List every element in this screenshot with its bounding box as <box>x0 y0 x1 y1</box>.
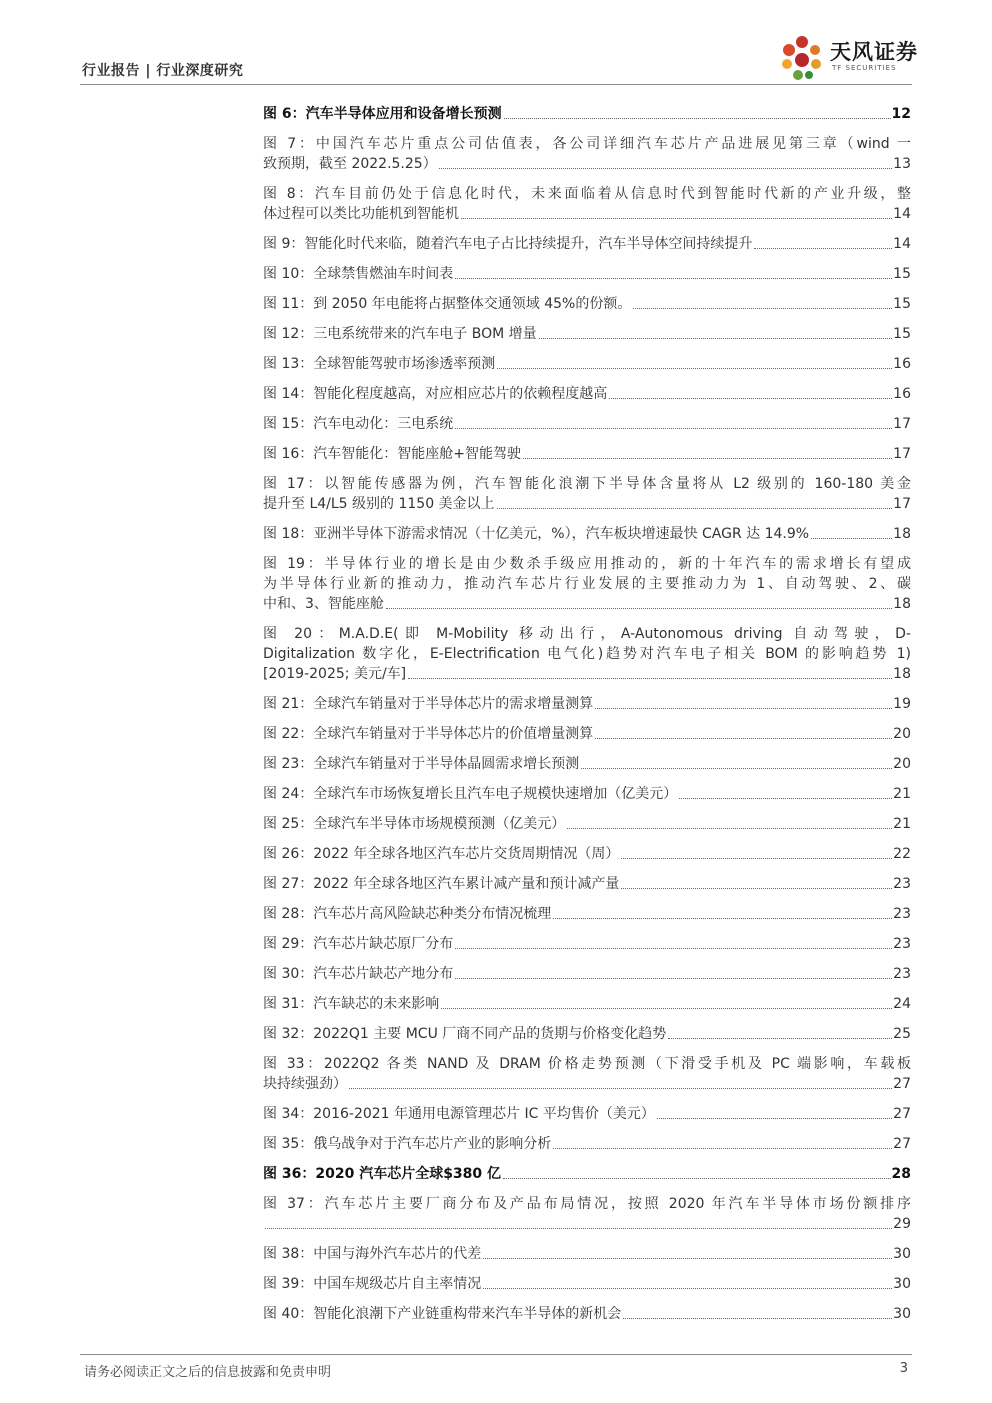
toc-entry-title: 图 35：俄乌战争对于汽车芯片产业的影响分析 <box>263 1136 552 1152</box>
toc-entry-title: 图 25：全球汽车半导体市场规模预测（亿美元） <box>263 816 566 832</box>
toc-entry[interactable] <box>263 934 911 954</box>
dot-leader <box>439 168 892 169</box>
toc-entry[interactable] <box>263 444 911 464</box>
page-number: 3 <box>899 1361 908 1376</box>
toc-entry-title: 图 26：2022 年全球各地区汽车芯片交货周期情况（周） <box>263 846 620 862</box>
toc-entry[interactable] <box>263 994 911 1014</box>
toc-entry[interactable] <box>263 1194 911 1234</box>
toc-entry-title: 图 11：到 2050 年电能将占据整体交通领域 45%的份额。 <box>263 296 632 312</box>
toc-page-number: 16 <box>893 356 911 372</box>
toc-page-number: 17 <box>893 416 911 432</box>
toc-entry-title: 图 13：全球智能驾驶市场渗透率预测 <box>263 356 496 372</box>
toc-page-number: 13 <box>893 156 911 172</box>
dot-leader <box>553 1148 892 1149</box>
dot-leader <box>539 338 893 339</box>
toc-page-number: 27 <box>893 1106 911 1122</box>
dot-leader <box>581 768 892 769</box>
toc-entry[interactable] <box>263 1274 911 1294</box>
dot-leader <box>483 1288 892 1289</box>
toc-entry-title: 图 29：汽车芯片缺芯原厂分布 <box>263 936 454 952</box>
toc-entry[interactable] <box>263 1054 911 1094</box>
toc-page-number: 21 <box>893 786 911 802</box>
dot-leader <box>386 608 892 609</box>
toc-entry[interactable] <box>263 964 911 984</box>
toc-page-number: 18 <box>893 666 911 682</box>
toc-page-number: 25 <box>893 1026 911 1042</box>
toc-entry-title: 块持续强劲） <box>263 1076 347 1092</box>
toc-entry-text-line: 为半导体行业新的推动力，推动汽车芯片行业发展的主要推动力为 1、自动驾驶、2、碳 <box>263 576 911 592</box>
toc-entry[interactable] <box>263 904 911 924</box>
dot-leader <box>455 948 892 949</box>
toc-entry[interactable] <box>263 554 911 614</box>
toc-page-number: 15 <box>893 326 911 342</box>
toc-page-number: 30 <box>893 1306 911 1322</box>
toc-entry-title: 图 14：智能化程度越高，对应相应芯片的依赖程度越高 <box>263 386 608 402</box>
dot-leader <box>567 828 892 829</box>
toc-entry-title: 图 27：2022 年全球各地区汽车累计减产量和预计减产量 <box>263 876 620 892</box>
toc-page-number: 18 <box>893 596 911 612</box>
dot-leader <box>621 888 892 889</box>
header-divider <box>80 84 912 85</box>
toc-entry[interactable] <box>263 874 911 894</box>
dot-leader <box>679 798 892 799</box>
flower-logo-icon <box>776 30 828 82</box>
toc-entry[interactable] <box>263 354 911 374</box>
report-category: 行业报告 | 行业深度研究 <box>82 63 244 79</box>
dot-leader <box>265 1228 892 1229</box>
toc-entry[interactable] <box>263 234 911 254</box>
toc-page-number: 14 <box>893 206 911 222</box>
dot-leader <box>595 708 892 709</box>
footer-divider <box>80 1354 912 1355</box>
toc-page-number: 20 <box>893 726 911 742</box>
toc-entry[interactable] <box>263 1164 911 1184</box>
toc-entry-text-line: Digitalization 数字化，E-Electrification 电气化)趋势对汽车电子相关 BOM 的影响趋势 1) <box>263 646 911 662</box>
dot-leader <box>609 398 892 399</box>
dot-leader <box>503 1178 890 1179</box>
toc-entry-text-line: 图 20：M.A.D.E(即 M-Mobility 移动出行，A-Autonomous driving 自动驾驶，D- <box>263 626 911 642</box>
toc-entry[interactable] <box>263 184 911 224</box>
toc-entry-title: 图 10：全球禁售燃油车时间表 <box>263 266 454 282</box>
toc-entry-text-line: 图 7：中国汽车芯片重点公司估值表，各公司详细汽车芯片产品进展见第三章（wind 一 <box>263 136 911 152</box>
toc-entry-title: 图 39：中国车规级芯片自主率情况 <box>263 1276 482 1292</box>
toc-page-number: 23 <box>893 966 911 982</box>
toc-entry[interactable] <box>263 1134 911 1154</box>
dot-leader <box>483 1258 892 1259</box>
toc-entry-title: 图 16：汽车智能化：智能座舱+智能驾驶 <box>263 446 521 462</box>
toc-entry[interactable] <box>263 1104 911 1124</box>
logo-chinese-name: 天风证券 <box>830 40 918 64</box>
toc-page-number: 22 <box>893 846 911 862</box>
footer-disclaimer: 请务必阅读正文之后的信息披露和免责申明 <box>84 1365 332 1380</box>
toc-entry[interactable] <box>263 814 911 834</box>
toc-page-number: 23 <box>893 906 911 922</box>
dot-leader <box>811 538 892 539</box>
toc-entry-title: 图 6：汽车半导体应用和设备增长预测 <box>263 106 502 122</box>
dot-leader <box>595 738 892 739</box>
toc-page-number: 14 <box>893 236 911 252</box>
dot-leader <box>461 218 892 219</box>
toc-entry-title: 图 40：智能化浪潮下产业链重构带来汽车半导体的新机会 <box>263 1306 622 1322</box>
toc-entry-title: 图 23：全球汽车销量对于半导体晶圆需求增长预测 <box>263 756 580 772</box>
toc-page-number: 30 <box>893 1276 911 1292</box>
toc-entry-title: 图 31：汽车缺芯的未来影响 <box>263 996 440 1012</box>
company-logo <box>776 30 916 82</box>
toc-entry-title: 图 28：汽车芯片高风险缺芯种类分布情况梳理 <box>263 906 552 922</box>
toc-entry[interactable] <box>263 1024 911 1044</box>
toc-page-number: 20 <box>893 756 911 772</box>
toc-page-number: 17 <box>893 496 911 512</box>
toc-entry-title: 图 22：全球汽车销量对于半导体芯片的价值增量测算 <box>263 726 594 742</box>
toc-entry-title: 提升至 L4/L5 级别的 1150 美金以上 <box>263 496 495 512</box>
toc-page-number: 30 <box>893 1246 911 1262</box>
toc-entry[interactable] <box>263 1304 911 1324</box>
toc-entry[interactable] <box>263 844 911 864</box>
toc-entry-title: [2019-2025; 美元/车] <box>263 666 407 682</box>
toc-entry-text-line: 图 8：汽车目前仍处于信息化时代，未来面临着从信息时代到智能时代新的产业升级，整 <box>263 186 911 202</box>
toc-entry[interactable] <box>263 264 911 284</box>
toc-page-number: 19 <box>893 696 911 712</box>
toc-page-number: 16 <box>893 386 911 402</box>
toc-page-number: 17 <box>893 446 911 462</box>
toc-entry[interactable] <box>263 384 911 404</box>
toc-entry[interactable] <box>263 134 911 174</box>
toc-entry-title: 图 36：2020 汽车芯片全球$380 亿 <box>263 1166 502 1182</box>
toc-entry-text-line: 图 33：2022Q2 各类 NAND 及 DRAM 价格走势预测（下滑受手机及 PC 端影响，车载板 <box>263 1056 911 1072</box>
toc-entry[interactable] <box>263 724 911 744</box>
toc-page-number: 12 <box>891 106 911 122</box>
toc-page-number: 23 <box>893 876 911 892</box>
dot-leader <box>441 1008 892 1009</box>
toc-page-number: 24 <box>893 996 911 1012</box>
dot-leader <box>455 428 892 429</box>
dot-leader <box>455 278 892 279</box>
toc-entry[interactable] <box>263 524 911 544</box>
toc-entry-title: 体过程可以类比功能机到智能机 <box>263 206 459 222</box>
toc-page-number: 23 <box>893 936 911 952</box>
figure-table-of-contents <box>263 94 911 1324</box>
dot-leader <box>497 368 892 369</box>
toc-entry-title: 致预期，截至 2022.5.25） <box>263 156 437 172</box>
logo-english-name: TF SECURITIES <box>832 64 897 72</box>
dot-leader <box>455 978 892 979</box>
dot-leader <box>621 858 892 859</box>
toc-entry-title: 图 18：亚洲半导体下游需求情况（十亿美元，%），汽车板块增速最快 CAGR 达 14.9% <box>263 526 810 542</box>
toc-entry-text-line: 图 37：汽车芯片主要厂商分布及产品布局情况，按照 2020 年汽车半导体市场份额排序 <box>263 1196 911 1212</box>
toc-page-number: 27 <box>893 1136 911 1152</box>
toc-entry-title: 图 21：全球汽车销量对于半导体芯片的需求增量测算 <box>263 696 594 712</box>
toc-entry[interactable] <box>263 324 911 344</box>
dot-leader <box>553 918 892 919</box>
toc-entry-title: 图 30：汽车芯片缺芯产地分布 <box>263 966 454 982</box>
dot-leader <box>523 458 892 459</box>
toc-entry-title: 中和、3、智能座舱 <box>263 596 384 612</box>
toc-entry-text-line: 图 19：半导体行业的增长是由少数杀手级应用推动的，新的十年汽车的需求增长有望成 <box>263 556 911 572</box>
toc-entry-title: 图 12：三电系统带来的汽车电子 BOM 增量 <box>263 326 537 342</box>
dot-leader <box>408 678 892 679</box>
toc-entry[interactable] <box>263 1244 911 1264</box>
toc-entry-title: 图 32：2022Q1 主要 MCU 厂商不同产品的货期与价格变化趋势 <box>263 1026 667 1042</box>
toc-entry-title: 图 38：中国与海外汽车芯片的代差 <box>263 1246 482 1262</box>
toc-entry-title: 图 9：智能化时代来临，随着汽车电子占比持续提升，汽车半导体空间持续提升 <box>263 236 753 252</box>
toc-entry[interactable] <box>263 694 911 714</box>
dot-leader <box>504 118 891 119</box>
toc-entry[interactable] <box>263 104 911 124</box>
toc-page-number: 29 <box>893 1216 911 1232</box>
toc-page-number: 15 <box>893 296 911 312</box>
toc-entry-title: 图 24：全球汽车市场恢复增长且汽车电子规模快速增加（亿美元） <box>263 786 678 802</box>
toc-page-number: 18 <box>893 526 911 542</box>
toc-entry-title: 图 15：汽车电动化：三电系统 <box>263 416 454 432</box>
toc-entry-title: 图 34：2016-2021 年通用电源管理芯片 IC 平均售价（美元） <box>263 1106 655 1122</box>
dot-leader <box>497 508 893 509</box>
toc-page-number: 15 <box>893 266 911 282</box>
dot-leader <box>668 1038 892 1039</box>
dot-leader <box>633 308 892 309</box>
toc-entry-text-line: 图 17：以智能传感器为例，汽车智能化浪潮下半导体含量将从 L2 级别的 160-180 美金 <box>263 476 911 492</box>
dot-leader <box>657 1118 892 1119</box>
dot-leader <box>349 1088 892 1089</box>
dot-leader <box>623 1318 892 1319</box>
toc-page-number: 28 <box>891 1166 911 1182</box>
toc-entry[interactable] <box>263 624 911 684</box>
toc-page-number: 21 <box>893 816 911 832</box>
toc-entry[interactable] <box>263 474 911 514</box>
toc-entry[interactable] <box>263 294 911 314</box>
dot-leader <box>754 248 892 249</box>
toc-entry[interactable] <box>263 784 911 804</box>
toc-entry[interactable] <box>263 414 911 434</box>
toc-entry[interactable] <box>263 754 911 774</box>
toc-page-number: 27 <box>893 1076 911 1092</box>
